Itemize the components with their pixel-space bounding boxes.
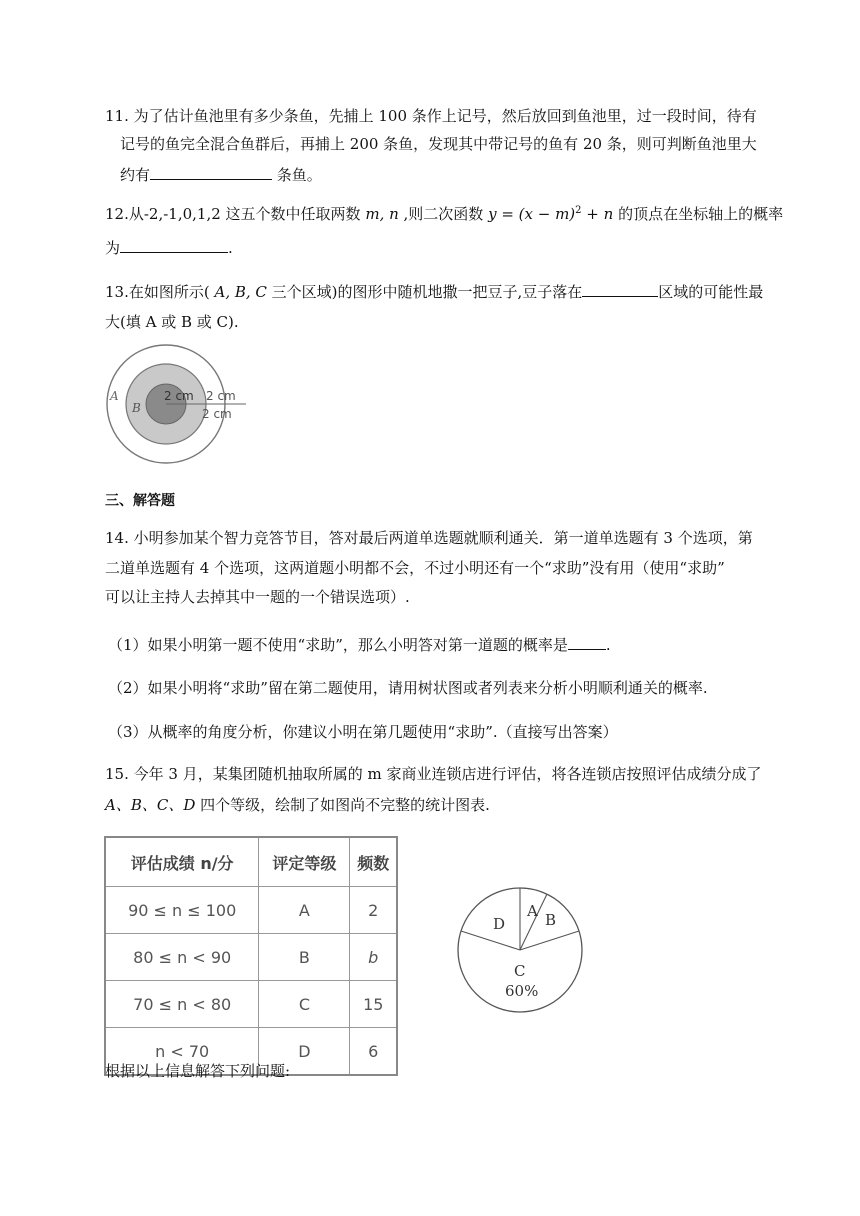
q14-part1	[108, 633, 611, 655]
cell-frequency: 15	[350, 981, 397, 1028]
q11-answer-blank[interactable]	[150, 163, 272, 180]
cell-grade: B	[259, 934, 350, 981]
pie-label-c-percent: 60%	[505, 982, 539, 1000]
cell-frequency: 2	[350, 887, 397, 934]
q12-line2	[105, 236, 233, 258]
dimension-3: 2 cm	[202, 407, 232, 421]
cell-grade: A	[259, 887, 350, 934]
q11-line2: 记号的鱼完全混合鱼群后，再捕上 200 条鱼，发现其中带记号的鱼有 20 条，则可判断鱼池里大	[120, 135, 757, 153]
q15-line2	[105, 795, 490, 815]
q14-line1: 14. 小明参加某个智力竞答节目，答对最后两道单选题就顺利通关．第一道单选题有 3 个选项，第	[105, 529, 753, 547]
table-row	[105, 887, 397, 934]
table-header-row	[105, 837, 397, 887]
q13-answer-blank[interactable]	[582, 280, 658, 297]
cell-score: 70 ≤ n < 80	[105, 981, 259, 1028]
q12-text-mid: ,则二次函数	[398, 205, 489, 223]
q11-line3-post: 条鱼。	[272, 166, 322, 184]
pie-label-b: B	[545, 911, 557, 929]
grades-pie-chart	[456, 884, 592, 1014]
q14-part3: （3）从概率的角度分析，你建议小明在第几题使用“求助”.（直接写出答案）	[108, 723, 618, 741]
pie-label-c: C	[514, 962, 526, 980]
q13-text-pre: 13.在如图所示(	[105, 283, 215, 301]
cell-grade: C	[259, 981, 350, 1028]
q13-circles-figure	[104, 340, 254, 470]
q14-part1-post: .	[605, 636, 611, 654]
q12-text-pre: 12.从-2,-1,0,1,2 这五个数中任取两数	[105, 205, 361, 223]
table-row	[105, 981, 397, 1028]
q15-line1: 15. 今年 3 月，某集团随机抽取所属的 m 家商业连锁店进行评估，将各连锁店按照评估成绩分成了	[105, 765, 762, 783]
q12-formula: y = (x − m)	[488, 205, 576, 223]
q14-part1-blank[interactable]	[568, 633, 606, 650]
q12-exponent: 2	[575, 205, 582, 216]
cell-grade: D	[259, 1028, 350, 1076]
grades-table	[104, 836, 398, 1076]
q12-line2-pre: 为	[105, 239, 121, 257]
dimension-2: 2 cm	[206, 389, 236, 403]
header-score: 评估成绩 n/分	[105, 837, 259, 887]
q15-grade-letters: A、B、C、D	[105, 796, 196, 814]
q14-part2: （2）如果小明将“求助”留在第二题使用，请用树状图或者列表来分析小明顺利通关的概率.	[108, 679, 708, 697]
cell-frequency: 6	[350, 1028, 397, 1076]
header-grade: 评定等级	[259, 837, 350, 887]
q12-formula-tail: + n	[581, 205, 614, 223]
pie-label-a: A	[527, 902, 538, 920]
q15-line2-text: 四个等级，绘制了如图尚不完整的统计图表.	[195, 796, 490, 814]
pie-label-d: D	[493, 915, 506, 933]
q13-text-post: 区域的可能性最	[658, 283, 764, 301]
q13-line1	[105, 280, 763, 302]
q11-line3-pre: 约有	[120, 166, 151, 184]
label-a: A	[110, 389, 119, 403]
cell-score: 80 ≤ n < 90	[105, 934, 259, 981]
q11-line3	[120, 163, 322, 185]
cell-score: n < 70	[105, 1028, 259, 1076]
dimension-1: 2 cm	[164, 389, 194, 403]
q13-line2: 大(填 A 或 B 或 C).	[105, 313, 239, 331]
section-3-heading: 三、解答题	[105, 493, 175, 509]
q13-abc: A, B, C	[214, 283, 267, 301]
label-b: B	[132, 401, 141, 415]
q12-answer-blank[interactable]	[120, 236, 228, 253]
q15-footer: 根据以上信息解答下列问题:	[105, 1062, 291, 1080]
q12-line2-post: .	[228, 239, 233, 257]
q12-line1	[105, 201, 783, 224]
header-frequency: 频数	[350, 837, 397, 887]
q14-part1-text: （1）如果小明第一题不使用“求助”，那么小明答对第一道题的概率是	[108, 636, 568, 654]
q12-mn: m, n	[365, 205, 399, 223]
q12-text-post: 的顶点在坐标轴上的概率	[613, 205, 784, 223]
cell-score: 90 ≤ n ≤ 100	[105, 887, 259, 934]
cell-frequency: b	[350, 934, 397, 981]
q11-line1: 11. 为了估计鱼池里有多少条鱼，先捕上 100 条作上记号，然后放回到鱼池里，过一段时间，待有	[105, 107, 757, 125]
table-row	[105, 934, 397, 981]
q14-line3: 可以让主持人去掉其中一题的一个错误选项）.	[105, 588, 410, 606]
q13-text-mid: 三个区域)的图形中随机地撒一把豆子,豆子落在	[266, 283, 583, 301]
q14-line2: 二道单选题有 4 个选项，这两道题小明都不会，不过小明还有一个“求助”没有用（使用“求助”	[105, 559, 725, 577]
